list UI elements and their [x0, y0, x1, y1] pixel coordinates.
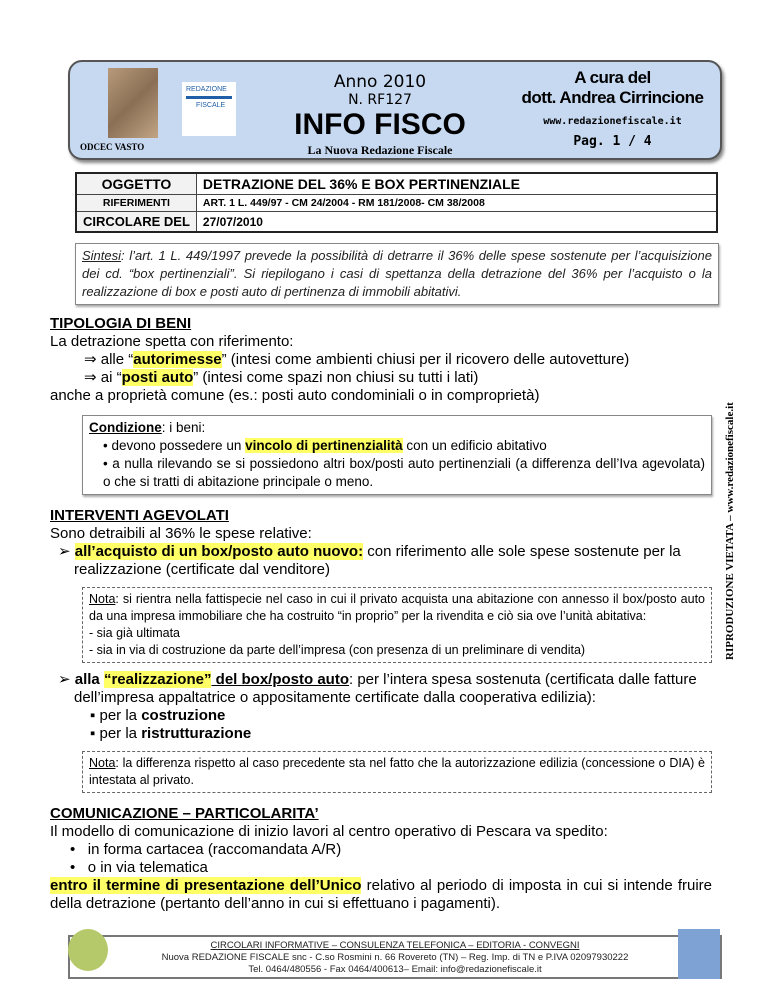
- section-heading: TIPOLOGIA DI BENI: [50, 315, 192, 332]
- tipologia-section: [50, 315, 712, 405]
- meta-label: CIRCOLARE DEL: [76, 212, 196, 233]
- text: del box/posto auto: [211, 671, 349, 688]
- text: : si rientra nella fattispecie nel caso in cui il privato acquista una abitazione con annesso il box/posto auto da una impresa immobiliare che ha costruito “in proprio” per la rivendita e ciò sia ove l’unità abitativa:: [89, 592, 705, 623]
- text: ⇒ alle “: [84, 351, 134, 368]
- table-row: [76, 212, 717, 233]
- publication-title: INFO FISCO: [294, 108, 466, 141]
- text: devono possedere un: [111, 438, 246, 453]
- content: [50, 0, 712, 999]
- list-item: • a nulla rilevando se si possiedono altri box/posti auto pertinenziali (a differenza dell’Iva agevolata) o che si tratti di abitazione principale o meno.: [103, 456, 705, 489]
- issue-number: N. RF127: [348, 92, 412, 108]
- nota-box-2: [82, 751, 712, 793]
- text: ristrutturazione: [141, 725, 252, 742]
- logo-text-bottom: FISCALE: [196, 102, 226, 109]
- label: Nota: [89, 756, 116, 770]
- text: ⇒ ai “: [84, 369, 122, 386]
- highlight: “realizzazione”: [103, 671, 212, 688]
- year: Anno 2010: [333, 72, 427, 92]
- table-row: [76, 173, 717, 195]
- list-item: - sia già ultimata: [89, 626, 181, 640]
- footer: [68, 935, 722, 979]
- text: per la: [99, 707, 142, 724]
- label: Nota: [89, 592, 116, 606]
- interventi-section: [50, 507, 712, 579]
- highlight: posti auto: [121, 369, 194, 386]
- text: : la differenza rispetto al caso precedente sta nel fatto che la autorizzazione edilizia (concessione o DIA) è intestata al privato.: [89, 756, 705, 787]
- text: a nulla rilevando se si possiedono altri box/posti auto pertinenziali (a differenza dell’Iva agevolata) o che si tratti di abitazione principale o meno.: [103, 456, 705, 489]
- text: costruzione: [141, 707, 226, 724]
- meta-value: DETRAZIONE DEL 36% E BOX PERTINENZIALE: [196, 173, 717, 195]
- text: alla: [74, 671, 104, 688]
- odcec-label: ODCEC VASTO: [80, 142, 145, 152]
- highlight: entro il termine di presentazione dell’Unico: [50, 877, 362, 894]
- text: : i beni:: [161, 420, 206, 435]
- reproduction-notice: RIPRODUZIONE VIETATA – www.redazionefiscale.it: [724, 402, 736, 660]
- text: con un edificio abitativo: [402, 438, 547, 453]
- paragraph: La detrazione spetta con riferimento:: [50, 333, 294, 350]
- table-row: [76, 195, 717, 212]
- interventi-item-2: [50, 671, 712, 743]
- sintesi-label: Sintesi: [82, 248, 122, 263]
- list-item: [50, 369, 712, 387]
- section-heading: INTERVENTI AGEVOLATI: [50, 507, 229, 524]
- list-item: • devono possedere un vincolo di pertinenzialità con un edificio abitativo: [103, 438, 547, 453]
- text: con riferimento alle sole spese sostenute per la realizzazione (certificate dal venditore): [74, 543, 681, 578]
- list-item: • in forma cartacea (raccomandata A/R): [70, 841, 342, 858]
- book-icon: [678, 929, 720, 979]
- list-item: • o in via telematica: [70, 859, 208, 876]
- list-item: [50, 351, 712, 369]
- label: Condizione: [89, 420, 162, 435]
- highlight: all’acquisto di un box/posto auto nuovo:: [74, 543, 364, 560]
- meta-label: RIFERIMENTI: [76, 195, 196, 212]
- text: per la: [99, 725, 142, 742]
- logo-text-top: REDAZIONE: [186, 86, 227, 93]
- list-item: ▪ per la ristrutturazione: [90, 725, 252, 742]
- text: relativo al periodo di imposta in cui si intende fruire della detrazione (pertanto dell’anno in cui si effettuano i pagamenti).: [50, 877, 712, 912]
- condizione-box: [82, 415, 712, 495]
- paragraph: [50, 877, 712, 913]
- sintesi-box: [75, 243, 719, 305]
- sintesi-text: : l’art. 1 L. 449/1997 prevede la possibilità di detrarre il 36% delle spese sostenute per l’acquisizione dei cd. “box pertinenziali”. Si riepilogano i casi di spettanza della detrazione del 36% per l’acquisto o la realizzazione di box e posti auto di pertinenza di immobili abitativi.: [82, 248, 712, 299]
- comunicazione-section: [50, 805, 712, 913]
- footer-services: CIRCOLARI INFORMATIVE – CONSULENZA TELEFONICA – EDITORIA - CONVEGNI: [210, 940, 580, 951]
- footer-area: [68, 929, 722, 979]
- text: o in via telematica: [87, 859, 208, 876]
- text: in forma cartacea (raccomandata A/R): [87, 841, 342, 858]
- paragraph: Sono detraibili al 36% le spese relative:: [50, 525, 312, 542]
- text: : per l’intera spesa sostenuta (certificata dalle fatture dell’impresa appaltatrice o appositamente certificate dalla cooperativa edilizia):: [74, 671, 697, 706]
- paragraph: anche a proprietà comune (es.: posti auto condominiali o in comproprietà): [50, 387, 540, 404]
- text: ” (intesi come ambienti chiusi per il ricovero delle autovetture): [221, 351, 630, 368]
- page-number: Pag. 1 / 4: [573, 134, 652, 149]
- nota-box-1: [82, 587, 712, 663]
- website-link[interactable]: www.redazionefiscale.it: [543, 116, 682, 127]
- paragraph: Il modello di comunicazione di inizio lavori al centro operativo di Pescara va spedito:: [50, 823, 608, 840]
- footer-contacts: Tel. 0464/480556 - Fax 0464/400613– Email: info@redazionefiscale.it: [248, 964, 542, 975]
- list-item: - sia in via di costruzione da parte dell’impresa (con presenza di un preliminare di vendita): [89, 643, 586, 657]
- highlight: autorimesse: [133, 351, 222, 368]
- highlight: vincolo di pertinenzialità: [245, 438, 403, 453]
- meta-label: OGGETTO: [76, 173, 196, 195]
- meta-table: [75, 172, 718, 233]
- list-item: ➢ all’acquisto di un box/posto auto nuovo: con riferimento alle sole spese sostenute per la realizzazione (certificate dal venditore): [58, 543, 681, 578]
- leaf-logo-icon: [68, 929, 108, 971]
- meta-value: 27/07/2010: [196, 212, 717, 233]
- section-heading: COMUNICAZIONE – PARTICOLARITA’: [50, 805, 319, 822]
- author: dott. Andrea Cirrincione: [521, 88, 704, 107]
- curated-by: A cura del: [574, 68, 651, 87]
- list-item: ▪ per la costruzione: [90, 707, 226, 724]
- publication-subtitle: La Nuova Redazione Fiscale: [307, 143, 453, 157]
- text: ” (intesi come spazi non chiusi su tutti i lati): [193, 369, 479, 386]
- meta-value: ART. 1 L. 449/97 - CM 24/2004 - RM 181/2008- CM 38/2008: [196, 195, 717, 212]
- list-item: ➢ alla “realizzazione” del box/posto auto: per l’intera spesa sostenuta (certificata dalle fatture dell’impresa appaltatrice o appositamente certificate dalla cooperativa edilizia):: [58, 671, 697, 706]
- footer-address: Nuova REDAZIONE FISCALE snc - C.so Rosmini n. 66 Rovereto (TN) – Reg. Imp. di TN e P.IVA 02097930222: [161, 952, 629, 963]
